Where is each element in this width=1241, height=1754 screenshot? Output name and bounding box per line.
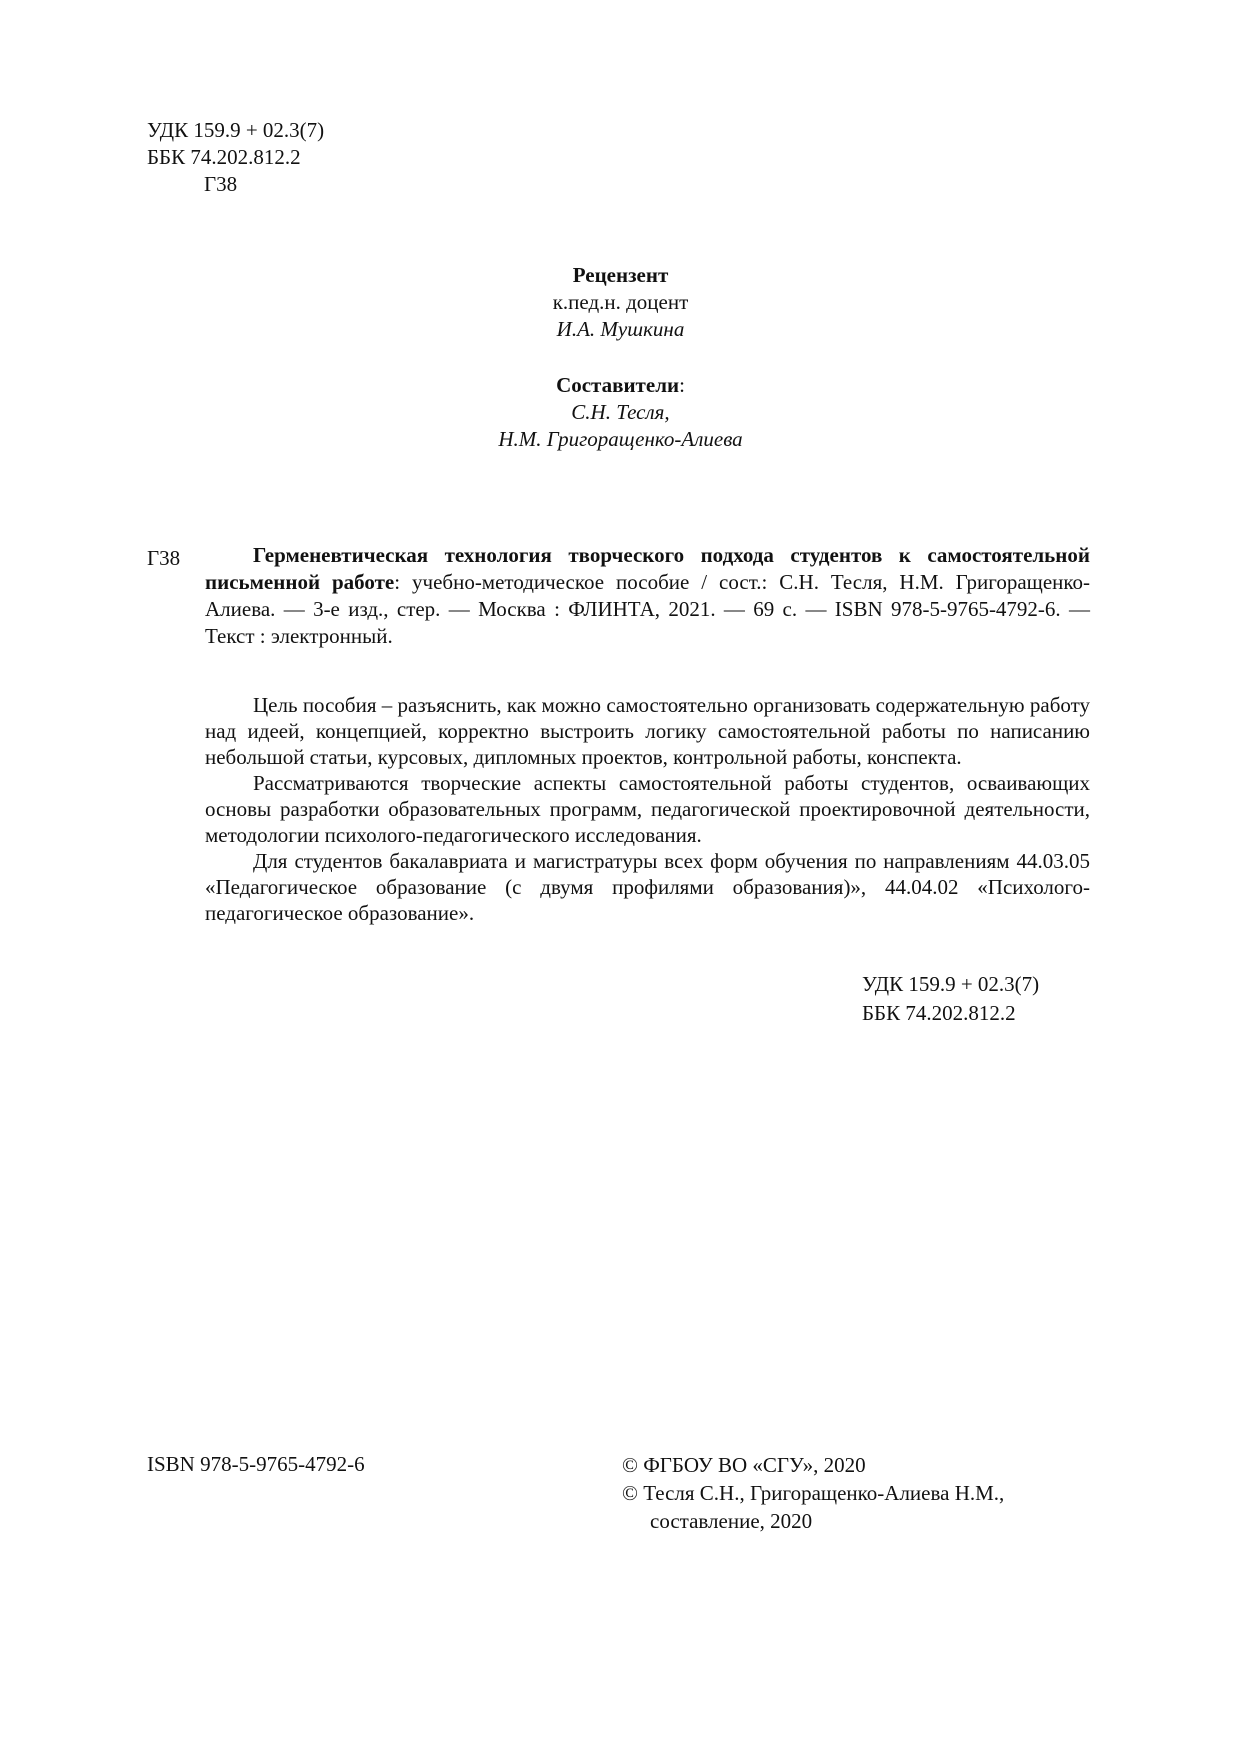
reviewer-heading: Рецензент <box>572 263 669 287</box>
book-details: : учебно-методическое пособие / сост.: С.Н. Тесля, Н.М. Григоращенко-Алиева. — 3-е изд., стер. — Москва : ФЛИНТА, 2021. — 69 с. — ISBN 978-5-9765-4792-6. — Текст : электронный. <box>205 570 1091 648</box>
compiler-name: С.Н. Тесля, <box>571 400 670 424</box>
bib-author-sign: Г38 <box>147 546 181 570</box>
compilers-heading: Составители <box>556 373 680 397</box>
bbk-code: ББК 74.202.812.2 <box>147 145 301 169</box>
copyright-publisher: © ФГБОУ ВО «СГУ», 2020 <box>622 1453 866 1477</box>
compiler-name: Н.М. Григоращенко-Алиева <box>498 427 743 451</box>
book-title: Герменевтическая технология творческого подхода студентов к самостоятельной письменной работе <box>205 543 1090 594</box>
author-sign: Г38 <box>204 172 238 196</box>
bibliographic-record <box>205 542 1090 650</box>
classification-right <box>862 970 1039 1028</box>
compilers-colon: : <box>679 373 685 397</box>
udk-code: УДК 159.9 + 02.3(7) <box>147 118 325 142</box>
annotation-paragraph: Для студентов бакалавриата и магистратуры всех форм обучения по направлениям 44.03.05 «Педагогическое образование (с двумя профилями образования)», 44.04.02 «Психолого-педагогическое образование». <box>205 849 1090 925</box>
annotation-paragraph: Рассматриваются творческие аспекты самостоятельной работы студентов, осваивающих основы разработки образовательных программ, педагогической проектировочной деятельности, методологии психолого-педагогического исследования. <box>205 771 1090 847</box>
annotation <box>205 692 1090 926</box>
annotation-paragraph: Цель пособия – разъяснить, как можно самостоятельно организовать содержательную работу над идеей, концепцией, корректно выстроить логику самостоятельной работы по написанию небольшой статьи, курсовых, дипломных проектов, контрольной работы, конспекта. <box>205 693 1090 769</box>
copyright-authors-cont: составление, 2020 <box>650 1509 813 1533</box>
reviewer-name: И.А. Мушкина <box>556 317 685 341</box>
isbn: ISBN 978-5-9765-4792-6 <box>147 1452 365 1476</box>
reviewer-position: к.пед.н. доцент <box>552 290 689 314</box>
classification-top <box>147 117 547 198</box>
compilers-block <box>0 372 1241 453</box>
udk-code: УДК 159.9 + 02.3(7) <box>862 972 1040 996</box>
reviewer-block <box>0 262 1241 343</box>
bbk-code: ББК 74.202.812.2 <box>862 1001 1016 1025</box>
copyright-authors: © Тесля С.Н., Григоращенко-Алиева Н.М., <box>622 1481 1005 1505</box>
copyright-block <box>622 1451 1102 1535</box>
